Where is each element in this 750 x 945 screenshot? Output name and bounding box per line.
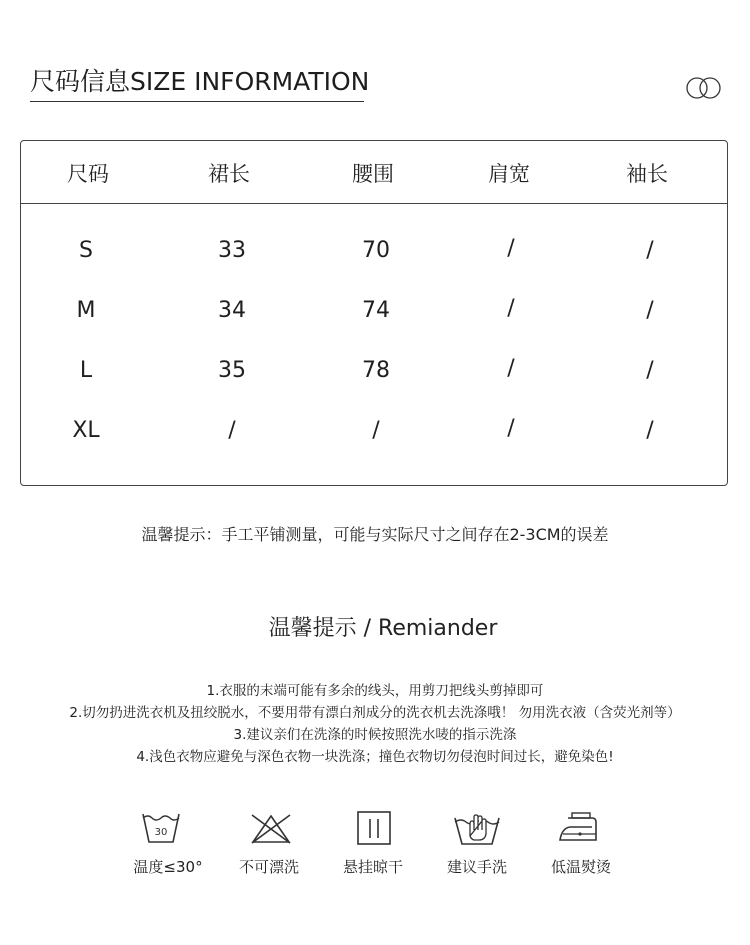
waist-cell: / xyxy=(372,418,380,443)
care-instruction-line: 2.切勿扔进洗衣机及扭绞脱水，不要用带有漂白剂成分的洗衣机去洗涤哦！ 勿用洗衣液（含荧光剂等） xyxy=(69,705,681,721)
title-underline xyxy=(30,101,364,102)
care-instruction-line: 3.建议亲们在洗涤的时候按照洗水唛的指示洗涤 xyxy=(233,727,517,743)
waist-cell: 74 xyxy=(362,298,390,323)
double-ring-icon xyxy=(684,76,724,100)
column-header-skirt-length: 裙长 xyxy=(208,162,250,186)
sleeve-cell: / xyxy=(646,358,654,383)
sleeve-cell: / xyxy=(646,298,654,323)
skirt-length-cell: 35 xyxy=(218,358,246,383)
care-instruction-line: 4.浅色衣物应避免与深色衣物一块洗涤；撞色衣物切勿侵泡时间过长，避免染色! xyxy=(136,749,614,765)
waist-cell: 78 xyxy=(362,358,390,383)
shoulder-cell: / xyxy=(507,296,515,321)
size-cell: M xyxy=(76,298,96,323)
sleeve-cell: / xyxy=(646,418,654,443)
shoulder-cell: / xyxy=(507,416,515,441)
no-bleach-icon xyxy=(249,812,293,846)
column-header-size: 尺码 xyxy=(67,162,109,186)
low-iron-icon xyxy=(558,810,602,846)
size-cell: L xyxy=(79,358,93,383)
care-instruction-line: 1.衣服的末端可能有多余的线头，用剪刀把线头剪掉即可 xyxy=(206,683,544,699)
column-header-waist: 腰围 xyxy=(352,162,394,186)
hang-dry-icon xyxy=(356,810,392,846)
care-label-no-bleach: 不可漂洗 xyxy=(238,858,299,876)
size-cell: S xyxy=(79,238,93,263)
care-label-wash-temperature: 温度≤30° xyxy=(133,858,203,876)
measurement-note: 温馨提示：手工平铺测量，可能与实际尺寸之间存在2-3CM的误差 xyxy=(141,525,609,544)
page-title: 尺码信息SIZE INFORMATION xyxy=(30,67,370,96)
sleeve-cell: / xyxy=(646,238,654,263)
hand-wash-icon xyxy=(452,808,502,848)
shoulder-cell: / xyxy=(507,236,515,261)
column-header-shoulder: 肩宽 xyxy=(488,162,530,186)
table-header-divider xyxy=(21,203,727,204)
skirt-length-cell: 33 xyxy=(218,238,246,263)
wash-temperature-text: 30 xyxy=(154,827,168,838)
skirt-length-cell: / xyxy=(228,418,236,443)
shoulder-cell: / xyxy=(507,356,515,381)
wash-30-icon xyxy=(140,808,182,848)
care-label-low-iron: 低温熨烫 xyxy=(550,858,611,876)
care-label-hang-dry: 悬挂晾干 xyxy=(342,858,403,876)
care-section-title: 温馨提示 / Remiander xyxy=(268,616,498,641)
column-header-sleeve: 袖长 xyxy=(626,162,668,186)
care-label-hand-wash: 建议手洗 xyxy=(446,858,507,876)
size-cell: XL xyxy=(72,418,100,443)
skirt-length-cell: 34 xyxy=(218,298,246,323)
size-table xyxy=(20,140,728,486)
waist-cell: 70 xyxy=(362,238,390,263)
